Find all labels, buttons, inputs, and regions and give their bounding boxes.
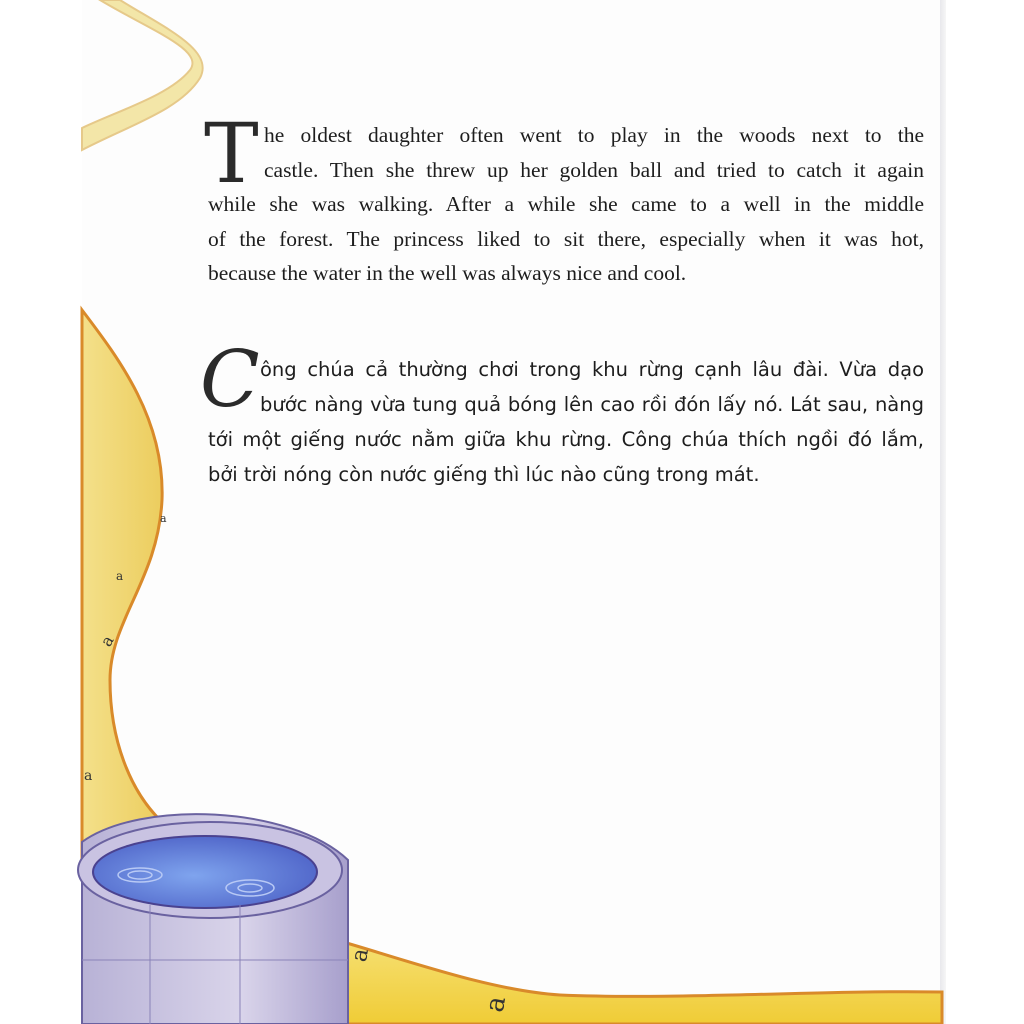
vietnamese-line: tới một giếng nước nằm giữa khu rừng. Công chúa thích ngồi đó lắm, (208, 428, 924, 451)
well (78, 814, 348, 1024)
english-line: castle. Then she threw up her golden ball and tried to catch it again (264, 157, 924, 182)
dropcap-english: T (204, 107, 259, 202)
path-letter: a (96, 631, 118, 650)
dropcap-vietnamese: C (200, 335, 260, 425)
bottom-path (300, 930, 942, 1024)
path-letter: a (116, 569, 124, 583)
english-paragraph (208, 118, 924, 291)
path-letter: a (479, 993, 513, 1015)
vietnamese-line: bởi trời nóng còn nước giếng thì lúc nào cũng trong mát. (208, 463, 760, 486)
english-line: he oldest daughter often went to play in the woods next to the (264, 123, 924, 147)
top-path (82, 0, 203, 150)
path-letter: a (84, 768, 93, 784)
path-letter: a (160, 512, 167, 525)
vietnamese-paragraph (208, 352, 924, 492)
vietnamese-line: bước nàng vừa tung quả bóng lên cao rồi đón lấy nó. Lát sau, nàng (260, 393, 924, 416)
path-letter: a (346, 946, 374, 964)
english-line: because the water in the well was always nice and cool. (208, 261, 687, 285)
vietnamese-line: ông chúa cả thường chơi trong khu rừng cạnh lâu đài. Vừa dạo (260, 358, 924, 381)
english-line: while she was walking. After a while she came to a well in the middle (208, 192, 924, 216)
winding-path (82, 310, 162, 860)
english-line: of the forest. The princess liked to sit there, especially when it was hot, (208, 226, 924, 251)
